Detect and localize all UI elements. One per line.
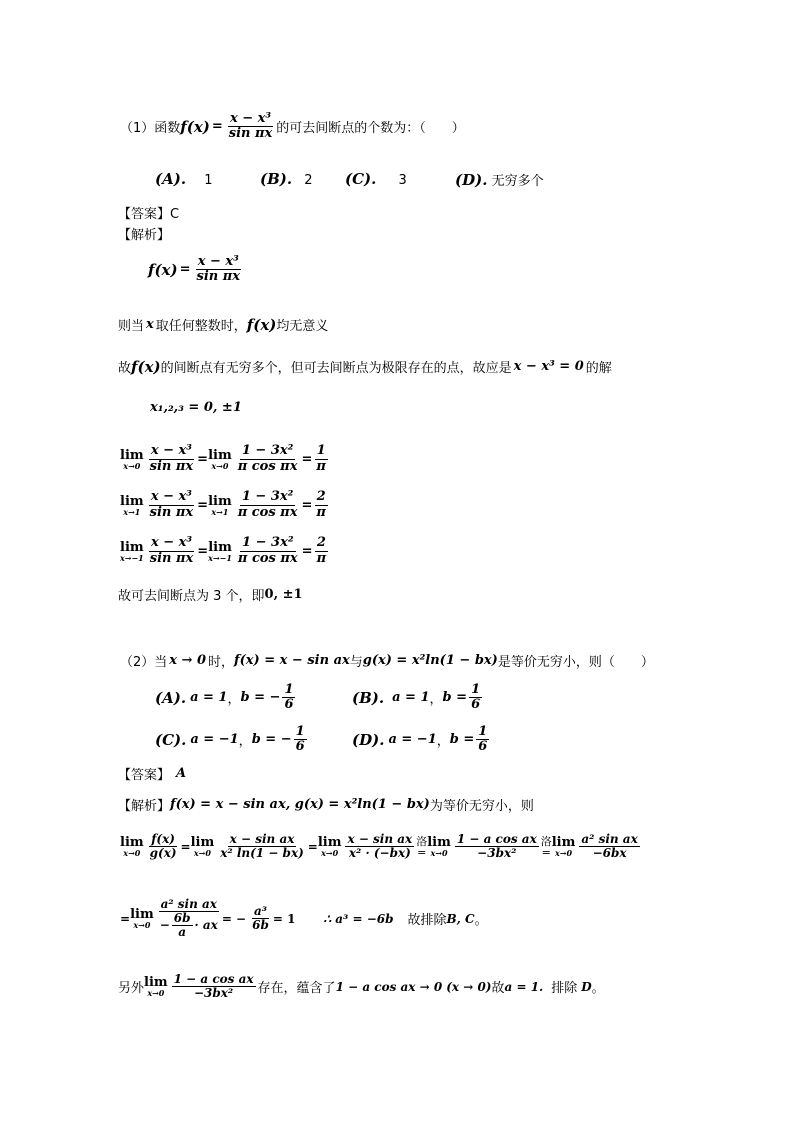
q2-line2: = lim x→0 a² sin ax − $\frac{6b}{a}$ · ax = − $\frac{\text{a³}}{6b}$ = 1 ∴ a³ = −6b 故排除 B, C 。 (120, 897, 488, 940)
func: f(x) (246, 315, 277, 334)
answer-value: A (176, 766, 187, 781)
answer-label: 【答案】 (118, 768, 171, 783)
q1-option-a (155, 170, 212, 188)
option-letter: (D). (455, 171, 488, 189)
q1-roots: x₁,₂,₃ = 0, ±1 (150, 400, 242, 415)
text: 为等价无穷小，则 (429, 799, 534, 814)
lhopital-equals: 洛 = (416, 834, 428, 859)
value: 0, ±1 (264, 587, 303, 602)
text: 均无意义 (276, 319, 329, 334)
g-expr: g(x) = x²ln(1 − bx) (362, 653, 498, 668)
equals: = (179, 262, 191, 278)
q1-fraction (227, 112, 275, 142)
answer-label: 【答案】 (118, 207, 171, 222)
text: 取任何整数时， (155, 319, 247, 334)
q2-label: （2）当 (120, 655, 168, 670)
limit-row: lim x→0 $\frac{\text{x − x³}}{\text{sin πx}}$ = lim x→0 $\frac{\text{1 − 3x²}}{\text{π cos πx}}$ = $\frac{1}{\pi}$ (120, 443, 326, 474)
condition: x → 0 (169, 653, 207, 668)
lim: lim x→0 (120, 447, 144, 471)
text: 故可去间断点为 3 个，即 (118, 589, 265, 604)
text: 则当 (118, 319, 145, 334)
q1-option-b (260, 170, 313, 188)
q1-label: （1）函数 (120, 121, 181, 137)
option-letter: (B). (260, 170, 293, 188)
q2-line3: 另外 lim x→0 $\frac{\text{1 − a cos ax}}{\text{−3bx²}}$ 存在，蕴含了 1 − a cos ax → 0 (x → 0) 故 a = 1. 排除 D 。 (118, 972, 605, 1001)
text: 的间断点有无穷多个，但可去间断点为极限存在的点，故应是 (160, 361, 512, 376)
f-expr: f(x) = x − sin ax (234, 653, 350, 668)
q1-stem (120, 112, 465, 142)
q1-conclusion (118, 585, 303, 604)
fraction: $\frac{\text{x − x³}}{\text{sin πx}}$ (149, 489, 194, 520)
q1-option-c (345, 170, 407, 188)
option-value: 1 (204, 173, 213, 188)
denominator: sin πx (228, 126, 273, 142)
therefore: ∴ a³ = −6b (323, 911, 394, 926)
lim: lim x→1 (208, 493, 232, 517)
option-letter: (C). (345, 170, 377, 188)
formula-fraction (195, 255, 243, 285)
q2-option-a: (A). a = 1 ， b = − $\frac{1}{6}$ (155, 682, 294, 713)
lim: lim x→1 (120, 493, 144, 517)
equals: = (211, 119, 223, 135)
option-value: 无穷多个 (491, 174, 544, 189)
q1-answer (118, 203, 179, 222)
q1-tail: 的可去间断点的个数为：（ ） (276, 121, 465, 137)
lim: lim x→0 (208, 447, 232, 471)
analysis-expr: f(x) = x − sin ax, g(x) = x²ln(1 − bx) (170, 797, 430, 812)
fraction: $\frac{\text{x − x³}}{\text{sin πx}}$ (149, 535, 194, 566)
answer-value: C (170, 207, 180, 222)
text: 故 (118, 361, 132, 376)
func: f(x) (131, 357, 161, 376)
fraction: $\frac{\text{1 − 3x²}}{\text{π cos πx}}$ (237, 443, 298, 474)
fraction: $\frac{\text{x − x³}}{\text{sin πx}}$ (149, 443, 194, 474)
q1-option-d (455, 170, 544, 189)
text: 时， (208, 655, 235, 670)
q2-option-d: (D). a = −1 ， b = $\frac{1}{6}$ (352, 724, 488, 755)
lim: lim x→−1 (208, 539, 232, 563)
equation: x − x³ = 0 (513, 359, 584, 374)
q1-formula (148, 255, 244, 285)
numerator: x − x³ (229, 111, 272, 126)
text: 与 (349, 655, 363, 670)
lim: lim x→−1 (120, 539, 144, 563)
q2-option-c: (C). a = −1 ， b = − $\frac{1}{6}$ (155, 724, 305, 755)
result-fraction: $\frac{2}{\pi}$ (316, 535, 327, 566)
q1-line1 (118, 315, 328, 334)
q2-stem (120, 651, 654, 670)
analysis-label: 【解析】 (118, 799, 171, 814)
q2-option-b: (B). a = 1 ， b = $\frac{1}{6}$ (352, 682, 481, 713)
q2-answer (118, 764, 186, 783)
result-fraction: $\frac{1}{\pi}$ (316, 443, 326, 474)
limit-row: lim x→−1 $\frac{\text{x − x³}}{\text{sin πx}}$ = lim x→−1 $\frac{\text{1 − 3x²}}{\text{π cos πx}}$ = $\frac{2}{\pi}$ (120, 535, 327, 566)
option-value: 2 (304, 173, 313, 188)
q1-analysis-label: 【解析】 (118, 228, 171, 243)
fraction: $\frac{\text{1 − 3x²}}{\text{π cos πx}}$ (237, 489, 298, 520)
denominator: sin πx (196, 269, 241, 285)
q1-func: f(x) (180, 117, 210, 136)
text: 是等价无穷小，则（ ） (497, 655, 654, 670)
limit-row: lim x→1 $\frac{\text{x − x³}}{\text{sin πx}}$ = lim x→1 $\frac{\text{1 − 3x²}}{\text{π cos πx}}$ = $\frac{2}{\pi}$ (120, 489, 326, 520)
numerator: x − x³ (197, 254, 239, 269)
fraction: $\frac{\text{1 − 3x²}}{\text{π cos πx}}$ (237, 535, 298, 566)
option-letter: (A). (155, 170, 187, 188)
q2-analysis (118, 795, 534, 814)
result-fraction: $\frac{2}{\pi}$ (316, 489, 326, 520)
nested-fraction: a² sin ax − $\frac{6b}{a}$ · ax (159, 897, 218, 940)
option-value: 3 (398, 173, 407, 188)
q1-limits (120, 436, 330, 574)
q2-limit-chain: lim x→0 $\frac{f(x)}{g(x)}$ = lim x→0 $\frac{\text{x − sin ax}}{\text{x² ln(1 − bx)}}$ = lim x→0 $\frac{\text{x − sin ax}}{\text{x² · (−bx)}}$ 洛 = lim x→0 $\frac{\text{1 − a cos ax}}{\text{−3bx²}}$ 洛 = lim x→0 $\frac{\text{a² sin ax}}{-6bx}$ (120, 832, 638, 861)
q2-options (155, 683, 555, 763)
text: 的解 (585, 361, 612, 376)
lhopital-equals: 洛 = (540, 834, 552, 859)
var: x (146, 317, 154, 332)
formula-lhs: f(x) (148, 260, 178, 279)
q1-line2 (118, 357, 612, 376)
